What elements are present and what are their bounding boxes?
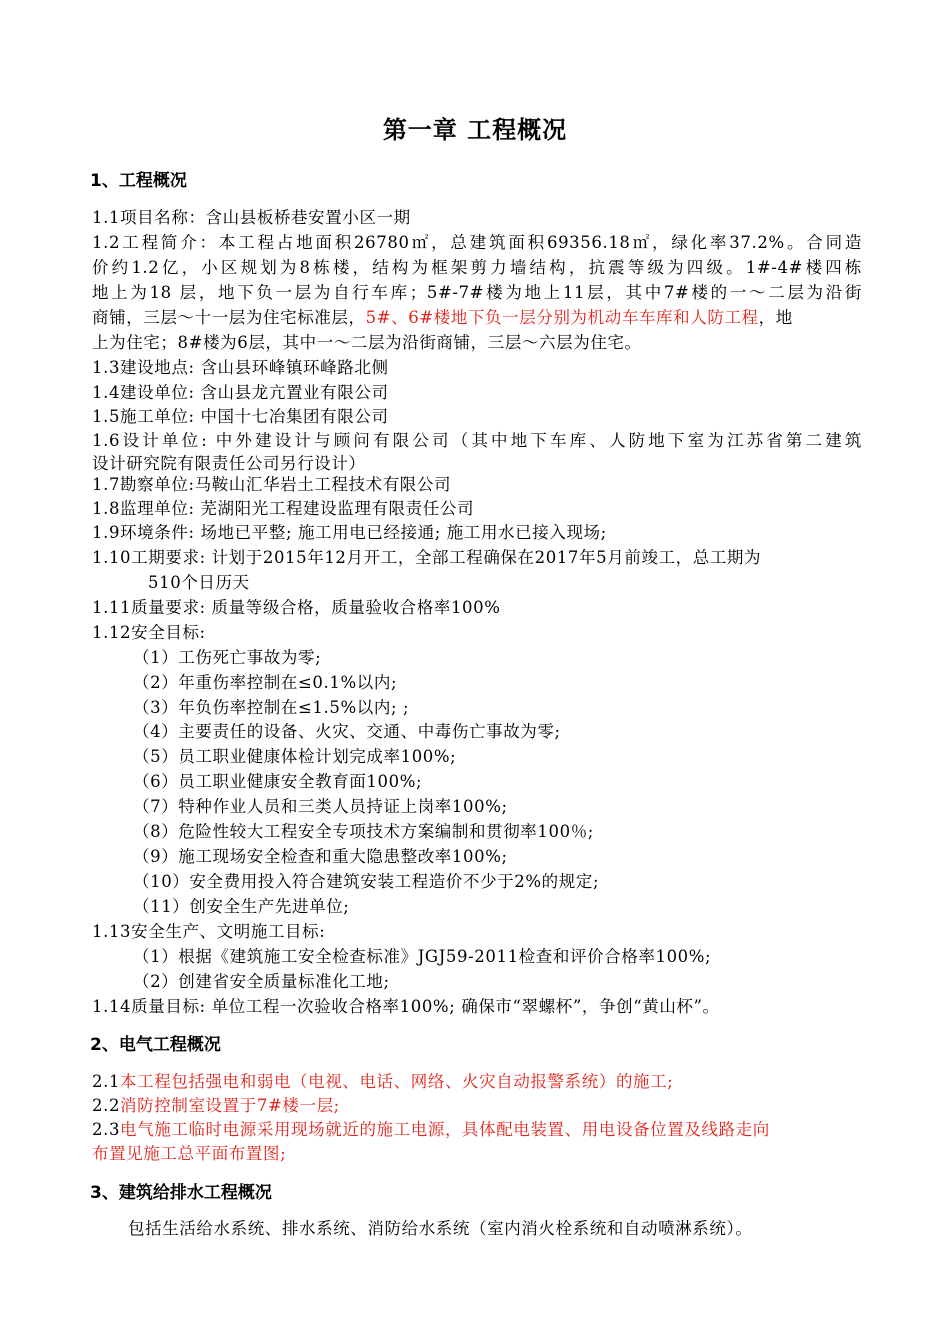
item-2-3-text-a: 电气施工临时电源采用现场就近的施工电源，具体配电装置、用电设备位置及线路走向 [120,1120,770,1139]
item-1-2-line-b: 价约1.2亿，小区规划为8栋楼，结构为框架剪力墙结构，抗震等级为四级。1#-4#楼四栋 [92,258,862,277]
item-1-2-line-d [92,304,793,328]
section-heading-3: 3、建筑给排水工程概况 [90,1183,272,1203]
safety-goal-2: （2）年重伤率控制在≤0.1%以内; [133,673,398,692]
item-2-3-line-a [92,1116,770,1140]
item-1-7: 1.7勘察单位:马鞍山汇华岩土工程技术有限公司 [92,475,452,494]
safety-goal-10: （10）安全费用投入符合建筑安装工程造价不少于2%的规定; [133,872,600,891]
item-3-paragraph: 包括生活给水系统、排水系统、消防给水系统（室内消火栓系统和自动喷淋系统）。 [128,1219,753,1238]
item-1-2-line-e: 上为住宅；8#楼为6层，其中一～二层为沿街商铺，三层～六层为住宅。 [92,333,642,352]
chapter-title: 第一章 工程概况 [382,116,568,144]
item-1-11: 1.11质量要求: 质量等级合格，质量验收合格率100% [92,598,501,617]
item-2-3-number: 2.3 [92,1120,121,1139]
item-1-8: 1.8监理单位: 芜湖阳光工程建设监理有限责任公司 [92,499,475,518]
item-1-4: 1.4建设单位: 含山县龙亢置业有限公司 [92,383,389,402]
civil-goal-2: （2）创建省安全质量标准化工地; [133,972,390,991]
item-1-2-highlight: 5#、6#楼地下负一层分别为机动车车库和人防工程 [365,308,759,327]
item-2-1-number: 2.1 [92,1072,121,1091]
item-1-6-line-a: 1.6设计单位: 中外建设计与顾问有限公司（其中地下车库、人防地下室为江苏省第二建筑 [92,431,862,450]
item-2-2-number: 2.2 [92,1096,121,1115]
item-1-5: 1.5施工单位: 中国十七冶集团有限公司 [92,407,389,426]
section-heading-1: 1、工程概况 [90,171,187,191]
item-1-2-line-c: 地上为18 层，地下负一层为自行车库；5#-7#楼为地上11层，其中7#楼的一～二层为沿街 [92,283,862,302]
safety-goal-8: （8）危险性较大工程安全专项技术方案编制和贯彻率100％; [133,822,594,841]
civil-goal-1: （1）根据《建筑施工安全检查标准》JGJ59-2011检查和评价合格率100%; [133,947,712,966]
item-1-10-line-b: 510个日历天 [148,573,250,592]
safety-goal-7: （7）特种作业人员和三类人员持证上岗率100%; [133,797,508,816]
item-2-2-text: 消防控制室设置于7#楼一层; [120,1096,340,1115]
item-1-10-line-a: 1.10工期要求: 计划于2015年12月开工，全部工程确保在2017年5月前竣工，总工期为 [92,548,762,567]
safety-goal-9: （9）施工现场安全检查和重大隐患整改率100%; [133,847,508,866]
item-2-1-text: 本工程包括强电和弱电（电视、电话、网络、火灾自动报警系统）的施工; [120,1072,674,1091]
item-1-14: 1.14质量目标: 单位工程一次验收合格率100%; 确保市“翠螺杯”，争创“黄山杯”。 [92,997,720,1016]
item-1-3: 1.3建设地点: 含山县环峰镇环峰路北侧 [92,358,389,377]
item-1-9: 1.9环境条件: 场地已平整; 施工用电已经接通; 施工用水已接入现场; [92,523,607,542]
item-1-12: 1.12安全目标: [92,623,206,642]
item-2-1 [92,1068,673,1092]
item-1-2-line-a: 1.2工程简介：本工程占地面积26780㎡，总建筑面积69356.18㎡，绿化率37.2%。合同造 [92,233,862,252]
item-2-2 [92,1092,340,1116]
safety-goal-11: （11）创安全生产先进单位; [133,897,350,916]
section-heading-2: 2、电气工程概况 [90,1035,221,1055]
safety-goal-5: （5）员工职业健康体检计划完成率100%; [133,747,457,766]
item-2-3-line-b: 布置见施工总平面布置图; [92,1144,287,1163]
safety-goal-3: （3）年负伤率控制在≤1.5%以内; ; [133,698,410,717]
item-1-13: 1.13安全生产、文明施工目标: [92,922,326,941]
item-1-1: 1.1项目名称：含山县板桥巷安置小区一期 [92,208,411,227]
item-1-6-line-b: 设计研究院有限责任公司另行设计） [92,454,366,473]
item-1-2-line-d-post: ，地 [758,308,793,327]
safety-goal-1: （1）工伤死亡事故为零; [133,648,322,667]
safety-goal-6: （6）员工职业健康安全教育面100%; [133,772,423,791]
safety-goal-4: （4）主要责任的设备、火灾、交通、中毒伤亡事故为零; [133,722,561,741]
item-1-2-line-d-pre: 商铺，三层～十一层为住宅标准层， [92,308,366,327]
